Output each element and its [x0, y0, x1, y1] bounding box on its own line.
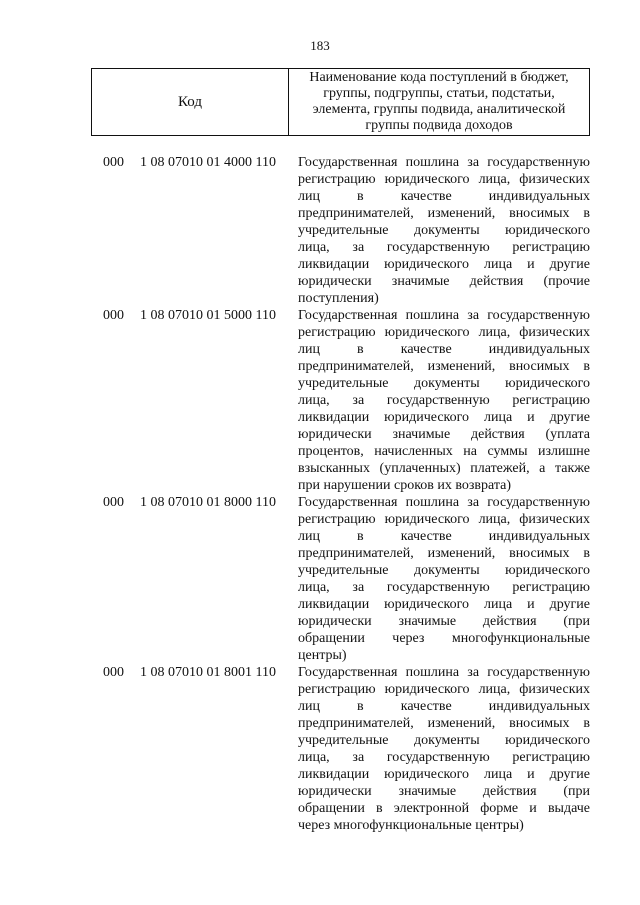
description-line: регистрацию юридического лица, физических — [298, 325, 590, 340]
description-line: лица, за государственную регистрацию — [298, 580, 590, 595]
description-line: учредительные документы юридического — [298, 376, 590, 391]
revenue-description — [298, 307, 590, 494]
description-line: Государственная пошлина за государственную — [298, 155, 590, 170]
description-line: учредительные документы юридического — [298, 733, 590, 748]
description-line: лиц в качестве индивидуальных — [298, 342, 590, 357]
description-line: ликвидации юридического лица и другие — [298, 597, 590, 612]
description-line: ликвидации юридического лица и другие — [298, 410, 590, 425]
description-line: лиц в качестве индивидуальных — [298, 189, 590, 204]
page-number: 183 — [310, 38, 330, 53]
admin-code: 000 — [103, 155, 124, 170]
revenue-code: 1 08 07010 01 8001 110 — [140, 665, 276, 680]
description-line: регистрацию юридического лица, физических — [298, 172, 590, 187]
description-line: лиц в качестве индивидуальных — [298, 699, 590, 714]
table-row — [0, 307, 640, 494]
description-line: поступления) — [298, 291, 379, 306]
description-line: взысканных (уплаченных) платежей, а также — [298, 461, 590, 476]
description-line: обращении через многофункциональные — [298, 631, 590, 646]
header-name-cell: Наименование кода поступлений в бюджет, группы, подгруппы, статьи, подстатьи, элемента, группы подвида, аналитической группы подвида доходов — [309, 70, 569, 133]
description-line: регистрацию юридического лица, физических — [298, 512, 590, 527]
revenue-code: 1 08 07010 01 8000 110 — [140, 495, 276, 510]
description-line: ликвидации юридического лица и другие — [298, 257, 590, 272]
description-line: обращении в электронной форме и выдаче — [298, 801, 590, 816]
description-line: лиц в качестве индивидуальных — [298, 529, 590, 544]
description-line: предпринимателей, изменений, вносимых в — [298, 206, 590, 221]
description-line: предпринимателей, изменений, вносимых в — [298, 359, 590, 374]
table-row — [0, 494, 640, 664]
description-line: центры) — [298, 648, 347, 663]
description-line: Государственная пошлина за государственную — [298, 308, 590, 323]
table-header — [91, 68, 590, 136]
description-line: процентов, начисленных на суммы излишне — [298, 444, 590, 459]
description-line: предпринимателей, изменений, вносимых в — [298, 546, 590, 561]
description-line: ликвидации юридического лица и другие — [298, 767, 590, 782]
description-line: юридически значимые действия (прочие — [298, 274, 590, 289]
admin-code: 000 — [103, 308, 124, 323]
header-code-cell: Код — [92, 69, 289, 135]
description-line: через многофункциональные центры) — [298, 818, 524, 833]
revenue-description — [298, 664, 590, 834]
description-line: юридически значимые действия (уплата — [298, 427, 590, 442]
revenue-description — [298, 154, 590, 307]
revenue-code: 1 08 07010 01 4000 110 — [140, 155, 276, 170]
description-line: юридически значимые действия (при — [298, 614, 590, 629]
description-line: предпринимателей, изменений, вносимых в — [298, 716, 590, 731]
description-line: Государственная пошлина за государственную — [298, 495, 590, 510]
description-line: лица, за государственную регистрацию — [298, 393, 590, 408]
revenue-description — [298, 494, 590, 664]
revenue-code: 1 08 07010 01 5000 110 — [140, 308, 276, 323]
description-line: учредительные документы юридического — [298, 223, 590, 238]
admin-code: 000 — [103, 495, 124, 510]
description-line: регистрацию юридического лица, физических — [298, 682, 590, 697]
description-line: юридически значимые действия (при — [298, 784, 590, 799]
description-line: Государственная пошлина за государственную — [298, 665, 590, 680]
table-row — [0, 154, 640, 307]
description-line: при нарушении сроков их возврата) — [298, 478, 512, 493]
table-row — [0, 664, 640, 834]
admin-code: 000 — [103, 665, 124, 680]
description-line: учредительные документы юридического — [298, 563, 590, 578]
description-line: лица, за государственную регистрацию — [298, 750, 590, 765]
code-list — [0, 154, 640, 834]
description-line: лица, за государственную регистрацию — [298, 240, 590, 255]
